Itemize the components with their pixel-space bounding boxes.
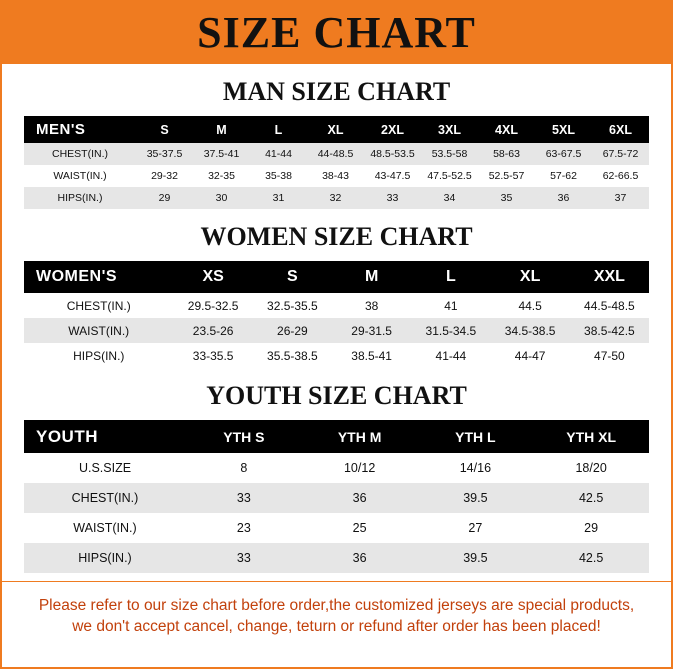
cell: 36 (302, 483, 418, 513)
row-label: CHEST(IN.) (24, 293, 174, 318)
row-label: CHEST(IN.) (24, 143, 136, 165)
section-title-youth: YOUTH SIZE CHART (206, 381, 467, 410)
row-label: WAIST(IN.) (24, 513, 186, 543)
cell: 44-47 (491, 343, 570, 368)
table-header-row (24, 420, 649, 453)
column-header: 5XL (535, 116, 592, 143)
cell: 38.5-41 (332, 343, 411, 368)
cell: 38.5-42.5 (570, 318, 649, 343)
table-row (24, 453, 649, 483)
row-label: WAIST(IN.) (24, 165, 136, 187)
cell: 36 (302, 543, 418, 573)
cell: 35-37.5 (136, 143, 193, 165)
table-row (24, 293, 649, 318)
section-title-man: MAN SIZE CHART (222, 77, 451, 106)
table-row (24, 165, 649, 187)
cell: 39.5 (418, 543, 534, 573)
column-header: XL (491, 261, 570, 293)
column-header: WOMEN'S (24, 261, 174, 293)
cell: 29-31.5 (332, 318, 411, 343)
cell: 32-35 (193, 165, 250, 187)
man-size-table (24, 116, 649, 209)
column-header: L (411, 261, 490, 293)
cell: 39.5 (418, 483, 534, 513)
cell: 35-38 (250, 165, 307, 187)
cell: 48.5-53.5 (364, 143, 421, 165)
row-label: U.S.SIZE (24, 453, 186, 483)
column-header: YTH M (302, 420, 418, 453)
column-header: XL (307, 116, 364, 143)
cell: 62-66.5 (592, 165, 649, 187)
cell: 37.5-41 (193, 143, 250, 165)
cell: 41-44 (250, 143, 307, 165)
cell: 57-62 (535, 165, 592, 187)
row-label: HIPS(IN.) (24, 187, 136, 209)
column-header: 4XL (478, 116, 535, 143)
cell: 41-44 (411, 343, 490, 368)
footer-note (2, 596, 671, 638)
column-header: M (332, 261, 411, 293)
youth-size-table (24, 420, 649, 573)
cell: 29-32 (136, 165, 193, 187)
cell: 42.5 (533, 543, 649, 573)
cell: 34.5-38.5 (491, 318, 570, 343)
cell: 29 (136, 187, 193, 209)
cell: 44.5 (491, 293, 570, 318)
table-header-row (24, 116, 649, 143)
column-header: MEN'S (24, 116, 136, 143)
page-title: SIZE CHART (197, 8, 476, 57)
column-header: YTH S (186, 420, 302, 453)
cell: 42.5 (533, 483, 649, 513)
row-label: HIPS(IN.) (24, 343, 174, 368)
page-banner (2, 2, 671, 64)
cell: 35.5-38.5 (253, 343, 332, 368)
cell: 33 (186, 483, 302, 513)
column-header: S (136, 116, 193, 143)
column-header: L (250, 116, 307, 143)
table-row (24, 187, 649, 209)
column-header: XXL (570, 261, 649, 293)
column-header: S (253, 261, 332, 293)
section-women (2, 222, 671, 368)
section-title-women: WOMEN SIZE CHART (200, 222, 473, 251)
cell: 63-67.5 (535, 143, 592, 165)
column-header: 3XL (421, 116, 478, 143)
cell: 14/16 (418, 453, 534, 483)
row-label: CHEST(IN.) (24, 483, 186, 513)
cell: 34 (421, 187, 478, 209)
cell: 31 (250, 187, 307, 209)
cell: 47.5-52.5 (421, 165, 478, 187)
cell: 53.5-58 (421, 143, 478, 165)
cell: 23.5-26 (174, 318, 253, 343)
cell: 29.5-32.5 (174, 293, 253, 318)
cell: 38-43 (307, 165, 364, 187)
table-header-row (24, 261, 649, 293)
cell: 18/20 (533, 453, 649, 483)
cell: 32.5-35.5 (253, 293, 332, 318)
cell: 32 (307, 187, 364, 209)
cell: 35 (478, 187, 535, 209)
cell: 33 (186, 543, 302, 573)
cell: 58-63 (478, 143, 535, 165)
cell: 33 (364, 187, 421, 209)
cell: 44-48.5 (307, 143, 364, 165)
cell: 10/12 (302, 453, 418, 483)
column-header: YOUTH (24, 420, 186, 453)
cell: 26-29 (253, 318, 332, 343)
cell: 31.5-34.5 (411, 318, 490, 343)
footer-divider (2, 581, 671, 582)
cell: 41 (411, 293, 490, 318)
cell: 25 (302, 513, 418, 543)
column-header: 2XL (364, 116, 421, 143)
cell: 8 (186, 453, 302, 483)
cell: 36 (535, 187, 592, 209)
section-man (2, 77, 671, 209)
cell: 33-35.5 (174, 343, 253, 368)
column-header: YTH XL (533, 420, 649, 453)
cell: 43-47.5 (364, 165, 421, 187)
cell: 29 (533, 513, 649, 543)
women-size-table (24, 261, 649, 368)
footer-note-line-2: we don't accept cancel, change, teturn or refund after order has been placed! (72, 617, 601, 635)
cell: 38 (332, 293, 411, 318)
cell: 52.5-57 (478, 165, 535, 187)
column-header: 6XL (592, 116, 649, 143)
column-header: M (193, 116, 250, 143)
cell: 47-50 (570, 343, 649, 368)
footer-note-line-1: Please refer to our size chart before order,the customized jerseys are special products, (38, 597, 635, 614)
table-row (24, 318, 649, 343)
table-row (24, 513, 649, 543)
table-row (24, 143, 649, 165)
cell: 44.5-48.5 (570, 293, 649, 318)
section-youth (2, 381, 671, 573)
cell: 67.5-72 (592, 143, 649, 165)
table-row (24, 543, 649, 573)
table-row (24, 483, 649, 513)
column-header: YTH L (418, 420, 534, 453)
cell: 30 (193, 187, 250, 209)
column-header: XS (174, 261, 253, 293)
cell: 37 (592, 187, 649, 209)
table-row (24, 343, 649, 368)
row-label: WAIST(IN.) (24, 318, 174, 343)
row-label: HIPS(IN.) (24, 543, 186, 573)
cell: 23 (186, 513, 302, 543)
cell: 27 (418, 513, 534, 543)
